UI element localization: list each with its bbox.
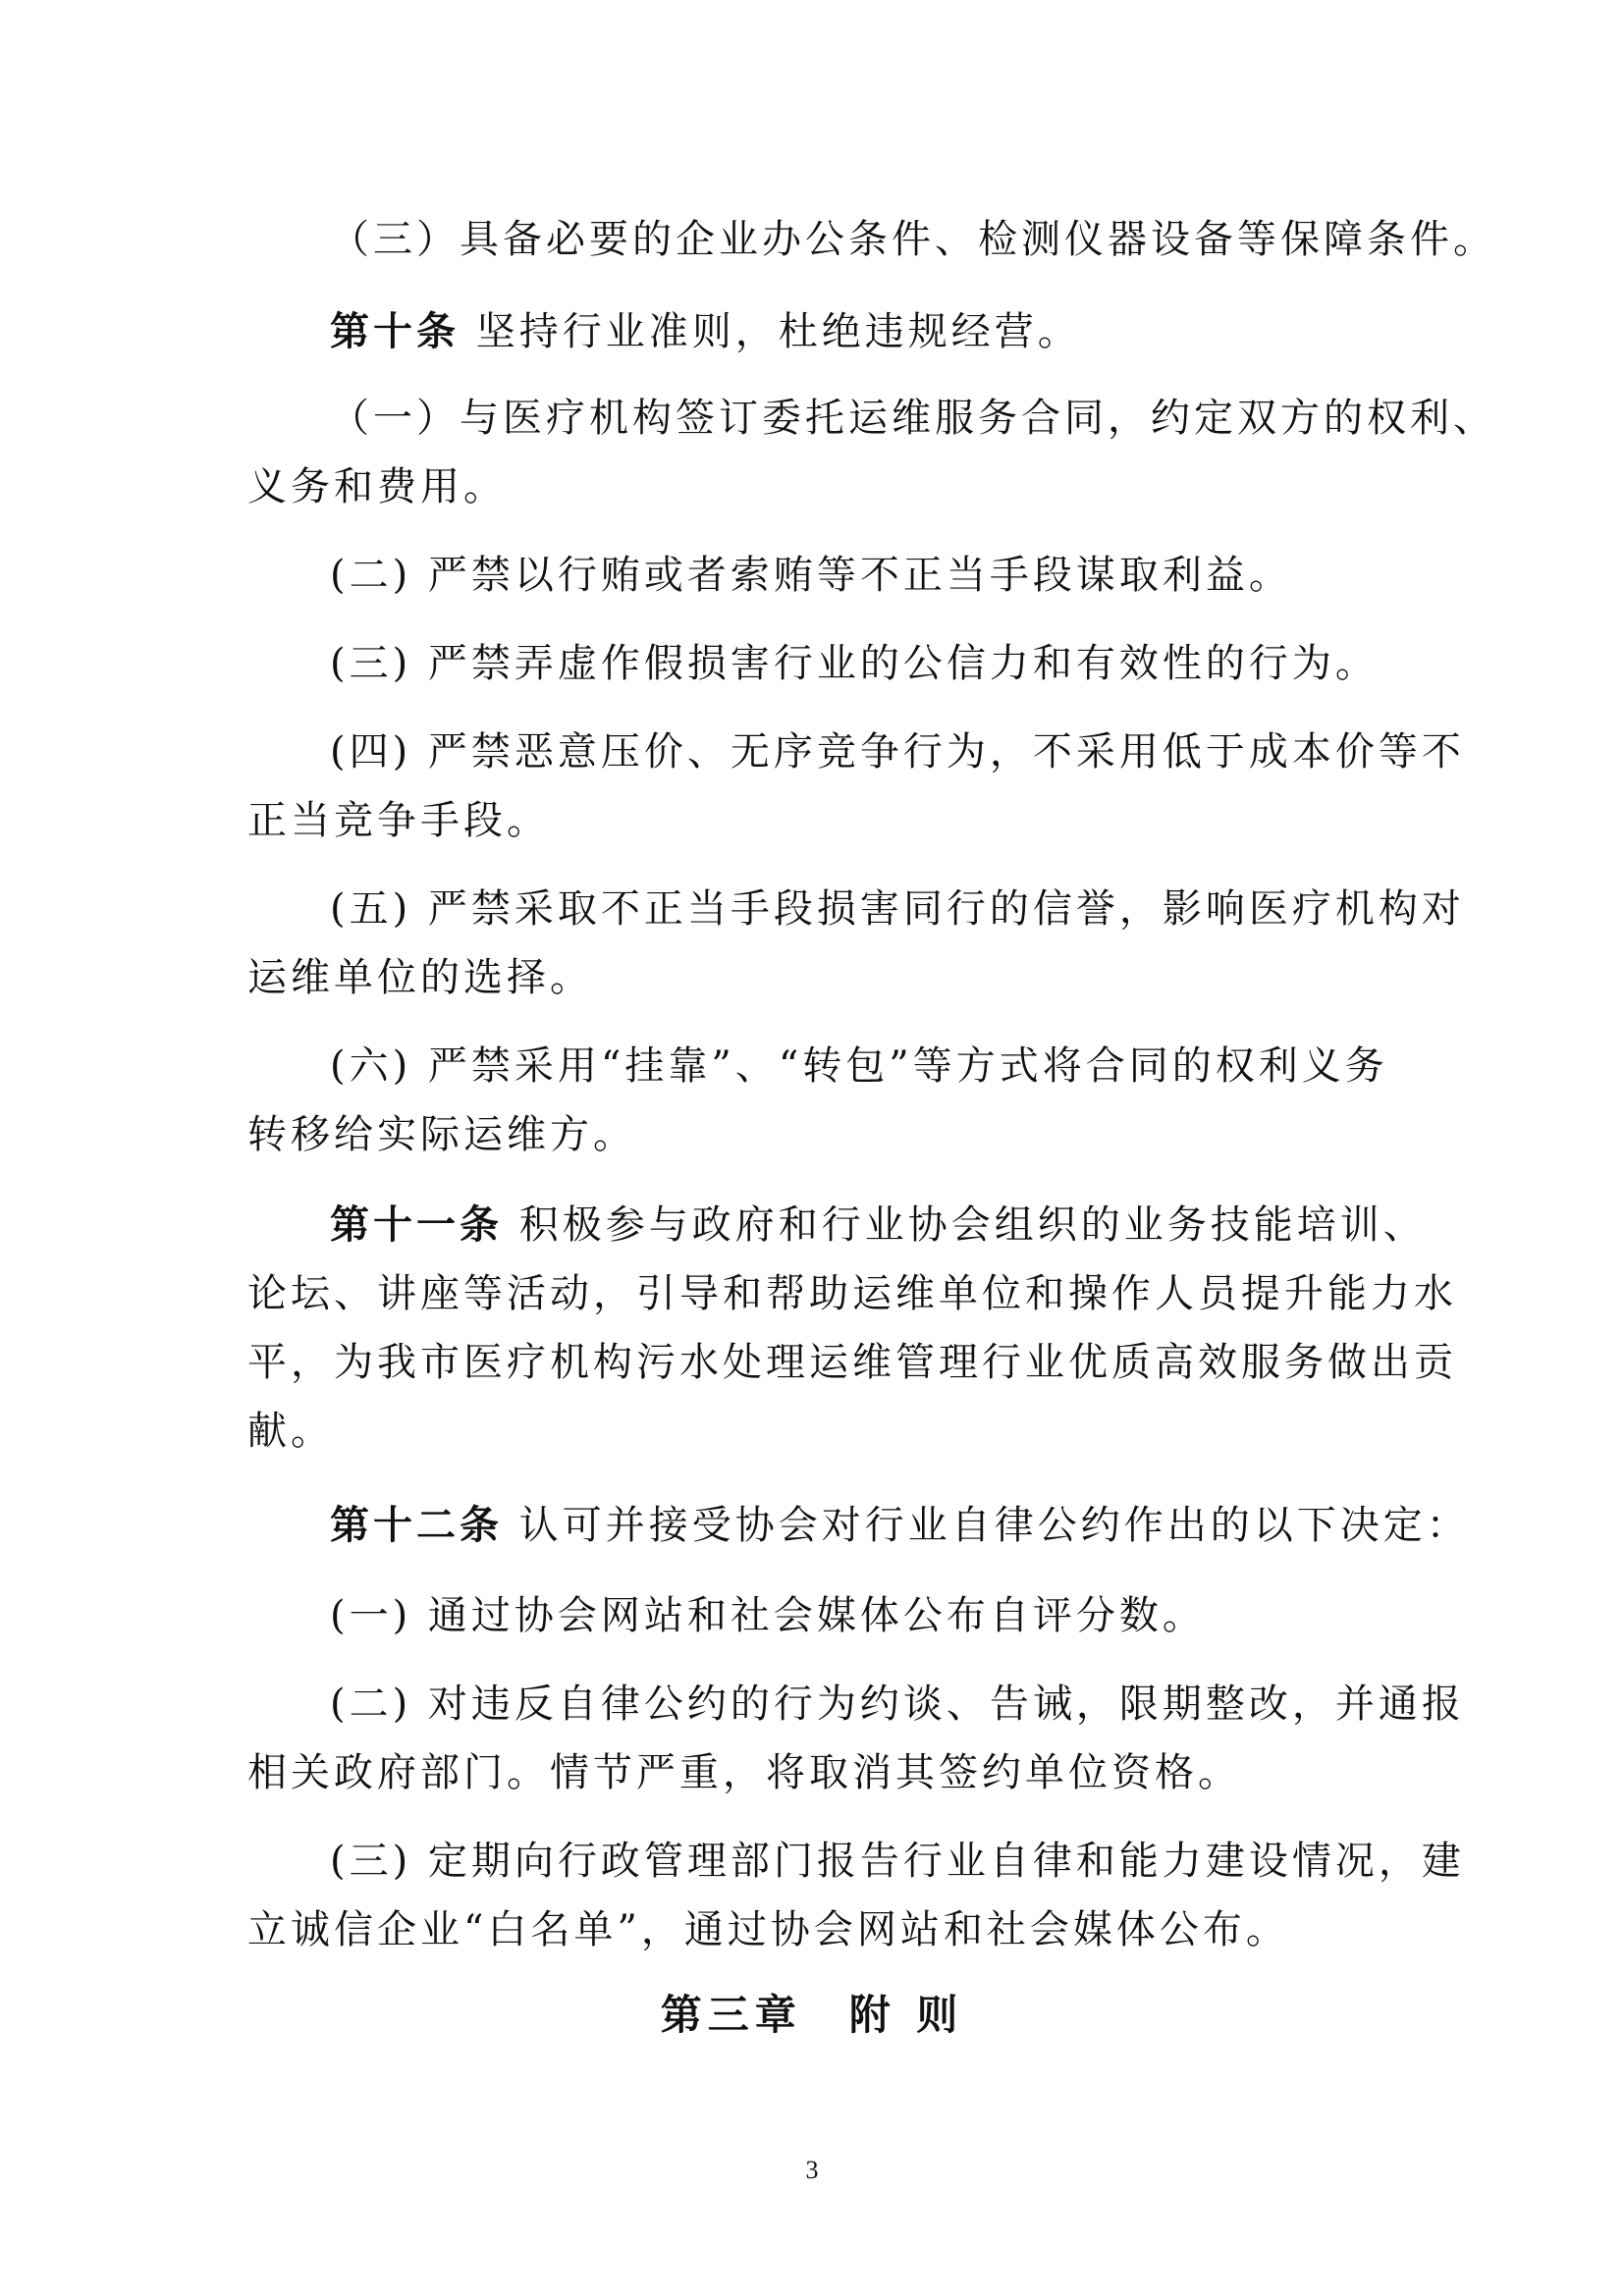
paragraph-line: 论坛、讲座等活动，引导和帮助运维单位和操作人员提升能力水 xyxy=(247,1271,1457,1316)
article-11-text: 积极参与政府和行业协会组织的业务技能培训、 xyxy=(518,1202,1427,1248)
article-12-text: 认可并接受协会对行业自律公约作出的以下决定： xyxy=(518,1503,1470,1548)
chapter-heading: 第三章 附 则 xyxy=(660,1991,964,2039)
article-10-text: 坚持行业准则，杜绝违规经营。 xyxy=(475,309,1081,354)
paragraph-line: (三) 定期向行政管理部门报告行业自律和能力建设情况，建 xyxy=(330,1839,1465,1884)
page-number: 3 xyxy=(805,2156,819,2184)
paragraph-line: 正当竞争手段。 xyxy=(247,798,550,843)
paragraph-line: (五) 严禁采取不正当手段损害同行的信誉，影响医疗机构对 xyxy=(330,886,1465,932)
article-12-line xyxy=(330,1500,1469,1551)
paragraph-line: 义务和费用。 xyxy=(247,464,507,509)
paragraph-line: 相关政府部门。情节严重，将取消其签约单位资格。 xyxy=(247,1750,1241,1795)
article-11-line xyxy=(330,1200,1469,1251)
paragraph-line: 献。 xyxy=(247,1409,334,1454)
paragraph-line: (三) 严禁弄虚作假损害行业的公信力和有效性的行为。 xyxy=(330,641,1379,686)
paragraph-line: (二) 对违反自律公约的行为约谈、告诫，限期整改，并通报 xyxy=(330,1682,1465,1727)
paragraph-line: (二) 严禁以行贿或者索贿等不正当手段谋取利益。 xyxy=(330,553,1292,598)
paragraph-line: 立诚信企业“白名单”，通过协会网站和社会媒体公布。 xyxy=(247,1907,1289,1952)
paragraph-line: 转移给实际运维方。 xyxy=(247,1112,636,1157)
paragraph-line: （三）具备必要的企业办公条件、检测仪器设备等保障条件。 xyxy=(330,217,1496,262)
paragraph-line: (四) 严禁恶意压价、无序竞争行为，不采用低于成本价等不 xyxy=(330,729,1465,774)
article-10-label: 第十条 xyxy=(330,309,460,354)
article-12-label: 第十二条 xyxy=(330,1503,503,1548)
article-10-line xyxy=(330,306,1469,357)
paragraph-line: (一) 通过协会网站和社会媒体公布自评分数。 xyxy=(330,1593,1206,1638)
article-11-label: 第十一条 xyxy=(330,1202,503,1248)
paragraph-line: (六) 严禁采用“挂靠”、“转包”等方式将合同的权利义务 xyxy=(330,1043,1388,1089)
paragraph-line: （一）与医疗机构签订委托运维服务合同，约定双方的权利、 xyxy=(330,396,1496,441)
paragraph-line: 运维单位的选择。 xyxy=(247,955,593,1000)
paragraph-line: 平，为我市医疗机构污水处理运维管理行业优质高效服务做出贡 xyxy=(247,1340,1457,1385)
